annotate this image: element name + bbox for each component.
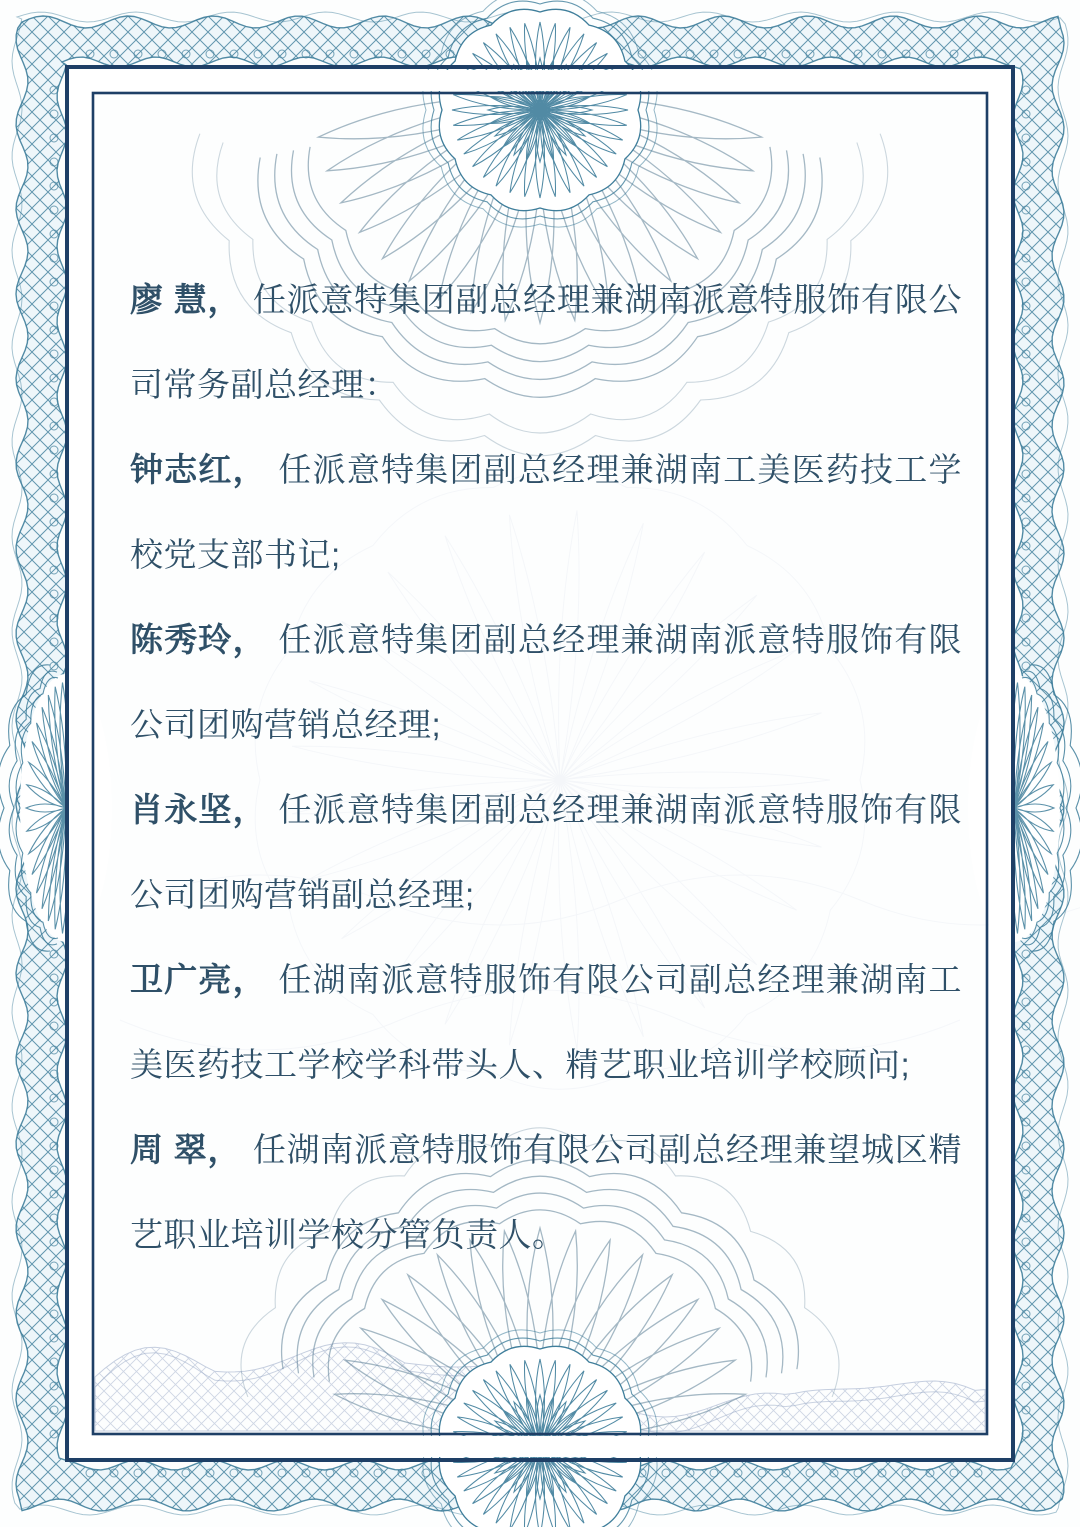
- person-name: 肖永坚，: [130, 791, 267, 828]
- appointment-text: 任派意特集团副总经理兼湖南派意特服饰有限公司团购营销副总经理;: [130, 791, 963, 913]
- certificate-body: [130, 257, 962, 1277]
- appointment-entry: [130, 427, 962, 597]
- appointment-entry: [130, 597, 962, 767]
- person-name: 廖 慧，: [130, 281, 242, 318]
- person-name: 陈秀玲，: [130, 621, 267, 658]
- appointment-text: 任派意特集团副总经理兼湖南派意特服饰有限公司常务副总经理：: [130, 281, 963, 403]
- person-name: 卫广亮，: [130, 961, 267, 998]
- appointment-entry: [130, 257, 962, 427]
- appointment-entry: [130, 1107, 962, 1277]
- appointment-entry: [130, 767, 962, 937]
- appointment-entry: [130, 937, 962, 1107]
- person-name: 周 翠，: [130, 1131, 242, 1168]
- appointment-text: 任派意特集团副总经理兼湖南派意特服饰有限公司团购营销总经理;: [130, 621, 963, 743]
- appointment-text: 任湖南派意特服饰有限公司副总经理兼望城区精艺职业培训学校分管负责人。: [130, 1131, 963, 1253]
- appointment-text: 任派意特集团副总经理兼湖南工美医药技工学校党支部书记;: [130, 451, 963, 573]
- person-name: 钟志红，: [130, 451, 267, 488]
- appointment-text: 任湖南派意特服饰有限公司副总经理兼湖南工美医药技工学校学科带头人、精艺职业培训学校顾问;: [130, 961, 963, 1083]
